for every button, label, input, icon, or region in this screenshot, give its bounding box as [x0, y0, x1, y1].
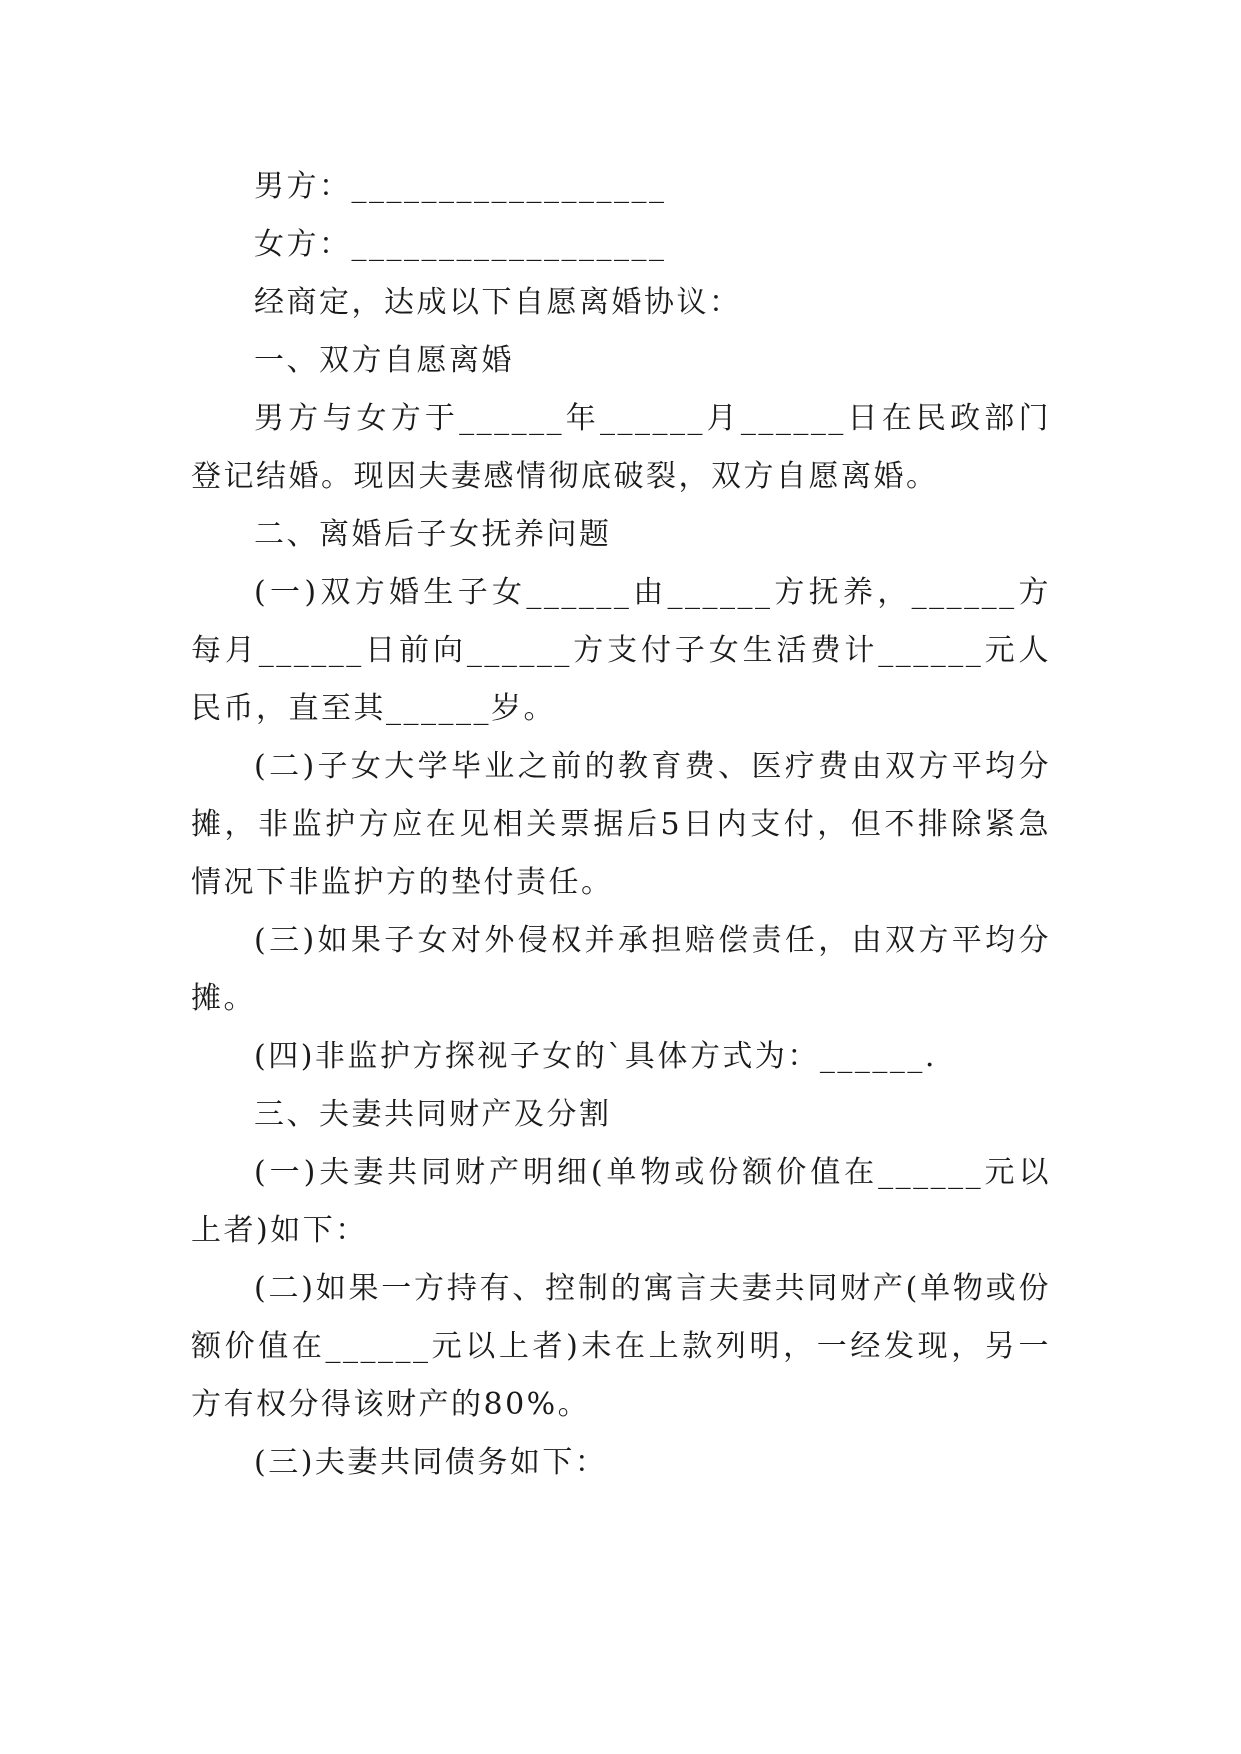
section-3-heading: 三、夫妻共同财产及分割 [254, 1097, 612, 1132]
section-2-clause-2: (二)子女大学毕业之前的教育费、医疗费由双方平均分摊，非监护方应在见相关票据后5日内支付，但不排除紧急情况下非监护方的垫付责任。 [191, 749, 1051, 900]
section-2-clause-3: (三)如果子女对外侵权并承担赔偿责任，由双方平均分摊。 [191, 923, 1051, 1016]
section-3-clause-2: (二)如果一方持有、控制的寓言夫妻共同财产(单物或份额价值在______元以上者)未在上款列明，一经发现，另一方有权分得该财产的80%。 [191, 1271, 1051, 1422]
section-3-clause-3: (三)夫妻共同债务如下： [254, 1445, 608, 1480]
section-1-heading: 一、双方自愿离婚 [254, 343, 514, 378]
female-party-field: 女方：__________________ [254, 227, 667, 262]
section-3-clause-1: (一)夫妻共同财产明细(单物或份额价值在______元以上者)如下： [191, 1155, 1051, 1248]
male-party-field: 男方：__________________ [254, 169, 667, 204]
section-2-heading: 二、离婚后子女抚养问题 [254, 517, 612, 552]
section-2-clause-1: (一)双方婚生子女______由______方抚养，______方每月______日前向______方支付子女生活费计______元人民币，直至其______岁。 [191, 575, 1051, 726]
agreement-intro: 经商定，达成以下自愿离婚协议： [254, 285, 742, 320]
section-1-text: 男方与女方于______年______月______日在民政部门登记结婚。现因夫妻感情彻底破裂，双方自愿离婚。 [191, 401, 1051, 494]
document-body [191, 158, 1051, 1492]
section-2-clause-4: (四)非监护方探视子女的`具体方式为：______. [254, 1039, 937, 1074]
